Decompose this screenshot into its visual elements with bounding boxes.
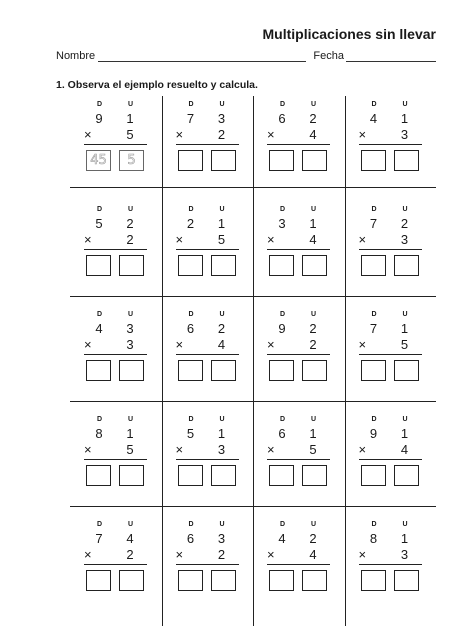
answer-box-tens[interactable]	[178, 465, 203, 486]
multiplier: 2	[126, 232, 134, 247]
times-sign: ×	[358, 127, 367, 142]
multiplicand-tens: 8	[369, 531, 378, 546]
tens-column-label: D	[371, 521, 378, 528]
tens-column-label: D	[188, 206, 195, 213]
problem-cell	[70, 411, 162, 517]
units-column-label: U	[402, 311, 409, 318]
times-sign: ×	[84, 337, 92, 352]
multiplier: 3	[217, 442, 226, 457]
answer-box-tens[interactable]	[361, 465, 386, 486]
units-column-label: U	[402, 521, 409, 528]
multiplicand-units: 1	[217, 426, 226, 441]
units-column-label: U	[128, 206, 134, 213]
tens-column-label: D	[97, 206, 103, 213]
answer-box-units[interactable]	[211, 570, 236, 591]
multiplier: 5	[126, 442, 134, 457]
answer-box-tens[interactable]	[86, 360, 111, 381]
times-sign: ×	[358, 442, 367, 457]
answer-box-units[interactable]: 5	[119, 150, 144, 171]
problem-cell	[345, 411, 437, 517]
answer-box-tens[interactable]	[178, 255, 203, 276]
answer-box-tens[interactable]	[178, 360, 203, 381]
units-column-label: U	[128, 311, 134, 318]
multiplicand-units: 1	[400, 531, 409, 546]
tens-column-label: D	[280, 311, 286, 318]
units-column-label: U	[402, 416, 409, 423]
times-sign: ×	[84, 442, 92, 457]
problem-cell	[253, 516, 345, 622]
instruction-text: 1. Observa el ejemplo resuelto y calcula.	[56, 79, 258, 91]
times-sign: ×	[84, 547, 92, 562]
answer-box-units[interactable]	[119, 255, 144, 276]
answer-box-units[interactable]	[119, 360, 144, 381]
result-line	[176, 144, 239, 145]
times-sign: ×	[267, 337, 275, 352]
multiplier: 4	[309, 232, 317, 247]
nombre-label: Nombre	[56, 50, 96, 62]
times-sign: ×	[175, 337, 184, 352]
problem-cell	[162, 411, 254, 517]
answer-box-units[interactable]	[211, 255, 236, 276]
multiplier: 5	[217, 232, 226, 247]
answer-box-tens[interactable]	[86, 570, 111, 591]
problem-cell	[70, 306, 162, 412]
exercise-grid	[70, 96, 436, 626]
multiplicand-tens: 2	[186, 216, 195, 231]
times-sign: ×	[175, 547, 184, 562]
times-sign: ×	[267, 232, 275, 247]
answer-box-tens[interactable]	[361, 570, 386, 591]
multiplicand-units: 3	[126, 321, 134, 336]
multiplicand-units: 2	[309, 321, 317, 336]
multiplicand-tens: 7	[369, 321, 378, 336]
answer-box-tens[interactable]	[269, 150, 294, 171]
tens-column-label: D	[371, 311, 378, 318]
units-column-label: U	[219, 416, 226, 423]
result-line	[84, 354, 147, 355]
tens-column-label: D	[188, 311, 195, 318]
units-column-label: U	[311, 521, 317, 528]
times-sign: ×	[358, 337, 367, 352]
problem-cell	[253, 306, 345, 412]
multiplicand-units: 1	[400, 321, 409, 336]
multiplicand-units: 2	[126, 216, 134, 231]
answer-box-units[interactable]	[394, 360, 419, 381]
answer-box-units[interactable]	[302, 150, 327, 171]
multiplier: 2	[217, 127, 226, 142]
multiplicand-tens: 3	[278, 216, 286, 231]
name-date-row	[56, 50, 436, 66]
answer-box-tens[interactable]: 45	[86, 150, 111, 171]
multiplicand-units: 1	[126, 426, 134, 441]
units-column-label: U	[402, 101, 409, 108]
answer-box-units[interactable]	[394, 465, 419, 486]
fecha-label: Fecha	[313, 50, 344, 62]
tens-column-label: D	[188, 521, 195, 528]
multiplicand-tens: 7	[369, 216, 378, 231]
multiplier: 4	[217, 337, 226, 352]
answer-box-tens[interactable]	[178, 570, 203, 591]
answer-box-tens[interactable]	[361, 150, 386, 171]
problem-cell	[162, 516, 254, 622]
tens-column-label: D	[97, 416, 103, 423]
times-sign: ×	[267, 442, 275, 457]
answer-box-tens[interactable]	[178, 150, 203, 171]
units-column-label: U	[402, 206, 409, 213]
times-sign: ×	[175, 232, 184, 247]
problem-cell	[253, 201, 345, 307]
answer-box-units[interactable]	[211, 150, 236, 171]
tens-column-label: D	[280, 206, 286, 213]
result-line	[84, 459, 147, 460]
multiplicand-tens: 9	[95, 111, 103, 126]
answer-box-tens[interactable]	[269, 465, 294, 486]
multiplicand-tens: 4	[95, 321, 103, 336]
answer-box-tens[interactable]	[361, 360, 386, 381]
multiplicand-tens: 8	[95, 426, 103, 441]
multiplicand-tens: 7	[95, 531, 103, 546]
problem-cell	[253, 96, 345, 202]
multiplicand-tens: 6	[186, 531, 195, 546]
multiplicand-tens: 4	[278, 531, 286, 546]
tens-column-label: D	[188, 416, 195, 423]
problem-cell	[70, 201, 162, 307]
multiplier: 4	[309, 547, 317, 562]
multiplicand-units: 3	[217, 531, 226, 546]
multiplicand-tens: 9	[369, 426, 378, 441]
multiplier: 4	[309, 127, 317, 142]
units-column-label: U	[128, 416, 134, 423]
answer-box-units[interactable]	[394, 255, 419, 276]
times-sign: ×	[267, 547, 275, 562]
multiplier: 4	[400, 442, 409, 457]
times-sign: ×	[358, 547, 367, 562]
multiplier: 3	[400, 127, 409, 142]
units-column-label: U	[311, 101, 317, 108]
units-column-label: U	[219, 206, 226, 213]
result-line	[267, 144, 330, 145]
multiplicand-tens: 5	[186, 426, 195, 441]
tens-column-label: D	[97, 311, 103, 318]
result-line	[84, 144, 147, 145]
multiplicand-units: 2	[309, 531, 317, 546]
tens-column-label: D	[371, 206, 378, 213]
answer-box-units[interactable]	[302, 360, 327, 381]
multiplier: 2	[217, 547, 226, 562]
result-line	[176, 459, 239, 460]
multiplicand-units: 1	[309, 216, 317, 231]
problem-cell	[70, 516, 162, 622]
fecha-field[interactable]	[346, 61, 436, 62]
answer-box-tens[interactable]	[86, 465, 111, 486]
times-sign: ×	[267, 127, 275, 142]
answer-box-units[interactable]	[394, 150, 419, 171]
result-line	[359, 564, 422, 565]
answer-box-tens[interactable]	[269, 255, 294, 276]
tens-column-label: D	[280, 521, 286, 528]
multiplicand-tens: 6	[186, 321, 195, 336]
answer-box-tens[interactable]	[361, 255, 386, 276]
tens-column-label: D	[371, 101, 378, 108]
tens-column-label: D	[97, 101, 103, 108]
units-column-label: U	[311, 416, 317, 423]
multiplicand-units: 4	[126, 531, 134, 546]
multiplicand-units: 2	[217, 321, 226, 336]
multiplicand-units: 1	[217, 216, 226, 231]
result-line	[359, 144, 422, 145]
answer-box-units[interactable]	[302, 465, 327, 486]
multiplicand-units: 2	[309, 111, 317, 126]
tens-column-label: D	[280, 101, 286, 108]
problem-cell	[345, 516, 437, 622]
answer-box-units[interactable]	[302, 255, 327, 276]
result-line	[176, 564, 239, 565]
units-column-label: U	[219, 521, 226, 528]
problem-cell	[345, 201, 437, 307]
times-sign: ×	[175, 442, 184, 457]
result-line	[267, 459, 330, 460]
multiplicand-units: 1	[309, 426, 317, 441]
multiplicand-tens: 6	[278, 111, 286, 126]
problem-cell	[253, 411, 345, 517]
tens-column-label: D	[280, 416, 286, 423]
result-line	[359, 249, 422, 250]
multiplicand-tens: 9	[278, 321, 286, 336]
multiplier: 5	[126, 127, 134, 142]
multiplier: 3	[126, 337, 134, 352]
times-sign: ×	[175, 127, 184, 142]
result-line	[84, 249, 147, 250]
tens-column-label: D	[371, 416, 378, 423]
problem-cell	[162, 96, 254, 202]
multiplicand-units: 2	[400, 216, 409, 231]
multiplicand-tens: 5	[95, 216, 103, 231]
nombre-field[interactable]	[98, 61, 306, 62]
problem-cell	[162, 306, 254, 412]
tens-column-label: D	[188, 101, 195, 108]
result-line	[267, 354, 330, 355]
multiplicand-units: 1	[126, 111, 134, 126]
result-line	[176, 354, 239, 355]
answer-box-tens[interactable]	[269, 570, 294, 591]
multiplier: 3	[400, 547, 409, 562]
answer-box-units[interactable]	[211, 465, 236, 486]
multiplicand-units: 1	[400, 111, 409, 126]
multiplier: 5	[309, 442, 317, 457]
problem-cell	[70, 96, 162, 202]
multiplicand-tens: 6	[278, 426, 286, 441]
problem-cell	[345, 306, 437, 412]
times-sign: ×	[84, 127, 92, 142]
units-column-label: U	[128, 101, 134, 108]
result-line	[84, 564, 147, 565]
units-column-label: U	[311, 311, 317, 318]
answer-box-tens[interactable]	[269, 360, 294, 381]
result-line	[267, 249, 330, 250]
result-line	[359, 354, 422, 355]
multiplicand-units: 3	[217, 111, 226, 126]
tens-column-label: D	[97, 521, 103, 528]
answer-box-units[interactable]	[394, 570, 419, 591]
answer-box-units[interactable]	[302, 570, 327, 591]
result-line	[176, 249, 239, 250]
multiplier: 2	[309, 337, 317, 352]
answer-box-units[interactable]	[211, 360, 236, 381]
units-column-label: U	[311, 206, 317, 213]
problem-cell	[345, 96, 437, 202]
answer-box-tens[interactable]	[86, 255, 111, 276]
problem-cell	[162, 201, 254, 307]
units-column-label: U	[128, 521, 134, 528]
times-sign: ×	[84, 232, 92, 247]
multiplier: 5	[400, 337, 409, 352]
multiplicand-units: 1	[400, 426, 409, 441]
times-sign: ×	[358, 232, 367, 247]
page-title: Multiplicaciones sin llevar	[262, 26, 436, 42]
multiplicand-tens: 4	[369, 111, 378, 126]
answer-box-units[interactable]	[119, 570, 144, 591]
units-column-label: U	[219, 311, 226, 318]
units-column-label: U	[219, 101, 226, 108]
multiplicand-tens: 7	[186, 111, 195, 126]
multiplier: 3	[400, 232, 409, 247]
result-line	[267, 564, 330, 565]
answer-box-units[interactable]	[119, 465, 144, 486]
result-line	[359, 459, 422, 460]
multiplier: 2	[126, 547, 134, 562]
